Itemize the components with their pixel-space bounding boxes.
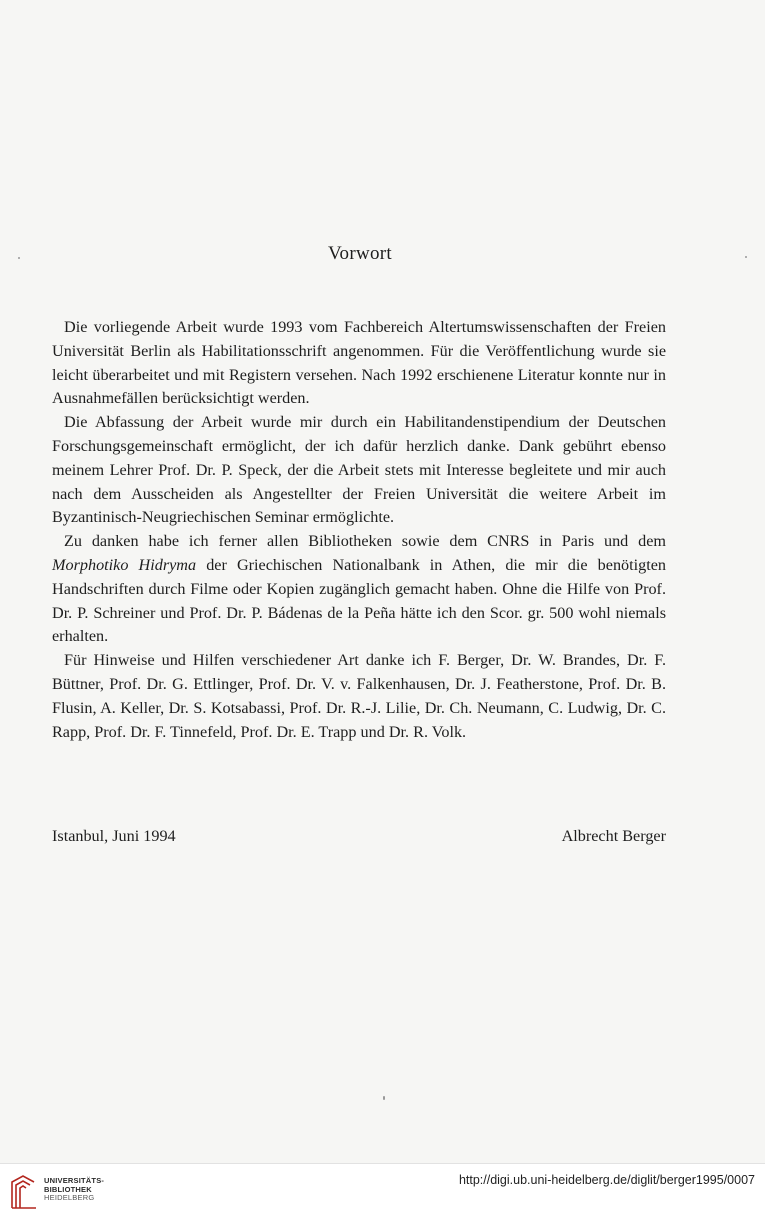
logo-line-3: HEIDELBERG xyxy=(44,1193,95,1202)
signature-line xyxy=(52,827,666,846)
paragraph-3 xyxy=(52,530,666,649)
place-date: Istanbul, Juni 1994 xyxy=(52,827,176,845)
scan-speck xyxy=(383,1096,385,1100)
logo-line-2: BIBLIOTHEK xyxy=(44,1184,92,1194)
institution-name-italic: Morphotiko Hidryma xyxy=(52,555,197,574)
paragraph-3-end: der Griechischen Nationalbank in Athen, die mir die benötigten Handschriften durch Filme oder Kopien zugänglich gemacht haben. Ohne die Hilfe von Prof. Dr. P. Schreiner und Prof. Dr. P. Bádenas de la Peña hätte ich den Scor. gr. 500 wohl niemals erhalten. xyxy=(52,555,666,646)
logo-line-1: UNIVERSITÄTS- xyxy=(44,1176,105,1185)
paragraph-1: Die vorliegende Arbeit wurde 1993 vom Fachbereich Altertumswissenschaften der Freien Universität Berlin als Habilitationsschrift angenommen. Für die Veröffentlichung wurde sie leicht überarbeitet und mit Registern versehen. Nach 1992 erschienene Literatur konnte nur in Ausnahmefällen berücksichtigt werden. xyxy=(52,318,666,408)
paragraph-2: Die Abfassung der Arbeit wurde mir durch ein Habilitandenstipendium der Deutschen Forschungsgemeinschaft ermöglicht, der ich dafür herzlich danke. Dank gebührt ebenso meinem Lehrer Prof. Dr. P. Speck, der die Arbeit stets mit Interesse begleitete und mir auch nach dem Ausscheiden als Angestellter der Freien Universität die weitere Arbeit im Byzantinisch-Neugriechischen Seminar ermöglichte. xyxy=(52,413,666,527)
footer-bar xyxy=(0,1163,765,1217)
paragraph-3-start: Zu danken habe ich ferner allen Bibliotheken sowie dem CNRS in Paris und dem xyxy=(64,532,666,551)
scan-speck xyxy=(18,257,20,259)
library-logo-icon xyxy=(8,1172,38,1210)
scan-speck xyxy=(745,256,747,258)
page-title: Vorwort xyxy=(327,243,393,264)
paragraph-4: Für Hinweise und Hilfen verschiedener Art danke ich F. Berger, Dr. W. Brandes, Dr. F. Büttner, Prof. Dr. G. Ettlinger, Prof. Dr. V. v. Falkenhausen, Dr. J. Featherstone, Prof. Dr. B. Flusin, A. Keller, Dr. S. Kotsabassi, Prof. Dr. R.-J. Lilie, Dr. Ch. Neumann, C. Ludwig, Dr. C. Rapp, Prof. Dr. F. Tinnefeld, Prof. Dr. E. Trapp und Dr. R. Volk. xyxy=(52,651,666,741)
author-name: Albrecht Berger xyxy=(561,827,666,845)
library-logo-text xyxy=(44,1177,104,1203)
source-url-link[interactable]: http://digi.ub.uni-heidelberg.de/diglit/berger1995/0007 xyxy=(458,1173,755,1187)
preface-body xyxy=(52,316,666,744)
